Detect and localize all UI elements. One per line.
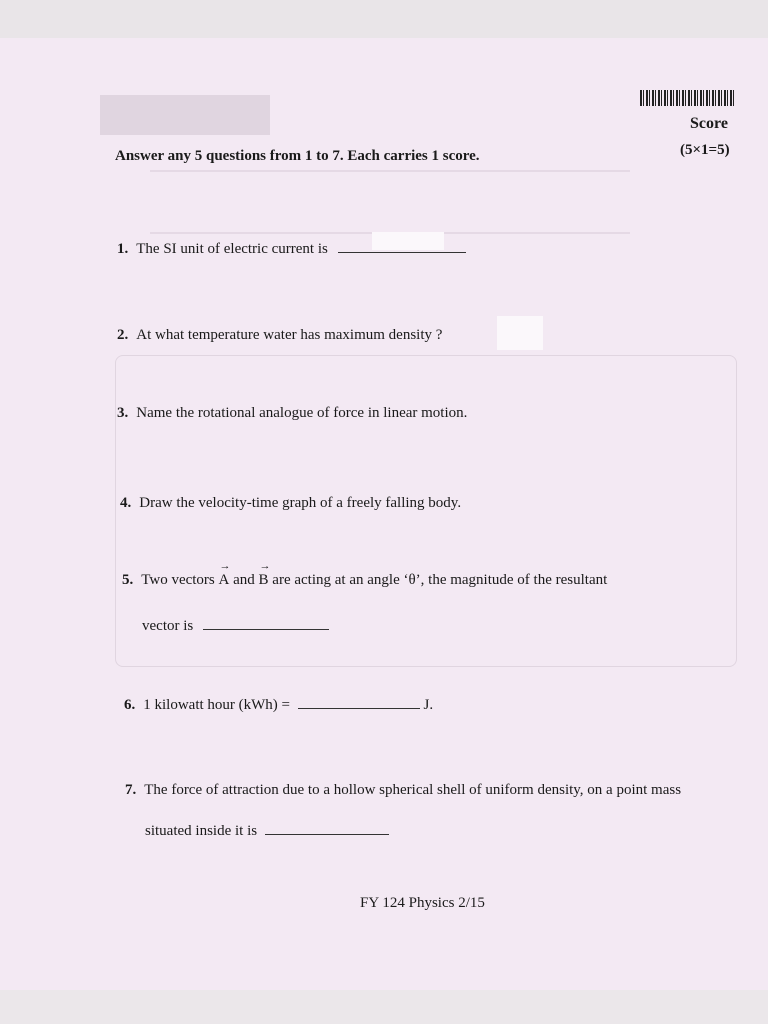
- scan-bottom-margin: [0, 990, 768, 1024]
- question-number: 6.: [124, 697, 136, 713]
- question-text: situated inside it is: [145, 823, 258, 839]
- correction-patch: [372, 232, 444, 250]
- score-value: (5×1=5): [680, 142, 730, 158]
- section-instruction: Answer any 5 questions from 1 to 7. Each carries 1 score.: [115, 148, 480, 164]
- question-text: Two vectors: [141, 572, 219, 588]
- question-2: [117, 327, 442, 344]
- question-text: Name the rotational analogue of force in linear motion.: [136, 405, 468, 421]
- unit-suffix: J.: [423, 697, 434, 713]
- show-through-lines: [150, 170, 630, 234]
- question-7: [125, 782, 681, 799]
- question-7-line2: [145, 820, 389, 840]
- vector-a: → A: [219, 572, 230, 589]
- question-number: 4.: [120, 495, 132, 511]
- question-text: 1 kilowatt hour (kWh) =: [143, 697, 291, 713]
- question-number: 5.: [122, 572, 134, 588]
- barcode: [640, 90, 736, 106]
- question-5: [122, 572, 607, 589]
- question-text: Draw the velocity-time graph of a freely falling body.: [139, 495, 462, 511]
- show-through-heading: [100, 95, 270, 135]
- score-label: Score: [690, 115, 728, 132]
- question-number: 7.: [125, 782, 137, 798]
- answer-blank[interactable]: [265, 820, 389, 835]
- question-text: The SI unit of electric current is: [136, 241, 328, 257]
- question-number: 1.: [117, 241, 129, 257]
- answer-blank[interactable]: [298, 694, 420, 709]
- question-text: and: [229, 572, 259, 588]
- question-text: vector is: [142, 618, 194, 634]
- question-6: [124, 694, 433, 714]
- scan-top-margin: [0, 0, 768, 38]
- question-text: At what temperature water has maximum density ?: [136, 327, 443, 343]
- vector-b: → B: [259, 572, 269, 589]
- question-5-line2: [142, 615, 329, 635]
- question-4: [120, 495, 461, 512]
- answer-box[interactable]: [497, 316, 543, 350]
- question-text: are acting at an angle ‘θ’, the magnitude of the resultant: [268, 572, 608, 588]
- question-number: 3.: [117, 405, 129, 421]
- answer-blank[interactable]: [203, 615, 329, 630]
- question-number: 2.: [117, 327, 129, 343]
- page-footer: FY 124 Physics 2/15: [360, 895, 485, 911]
- question-text: The force of attraction due to a hollow spherical shell of uniform density, on a point mass: [144, 782, 682, 798]
- question-3: [117, 405, 467, 422]
